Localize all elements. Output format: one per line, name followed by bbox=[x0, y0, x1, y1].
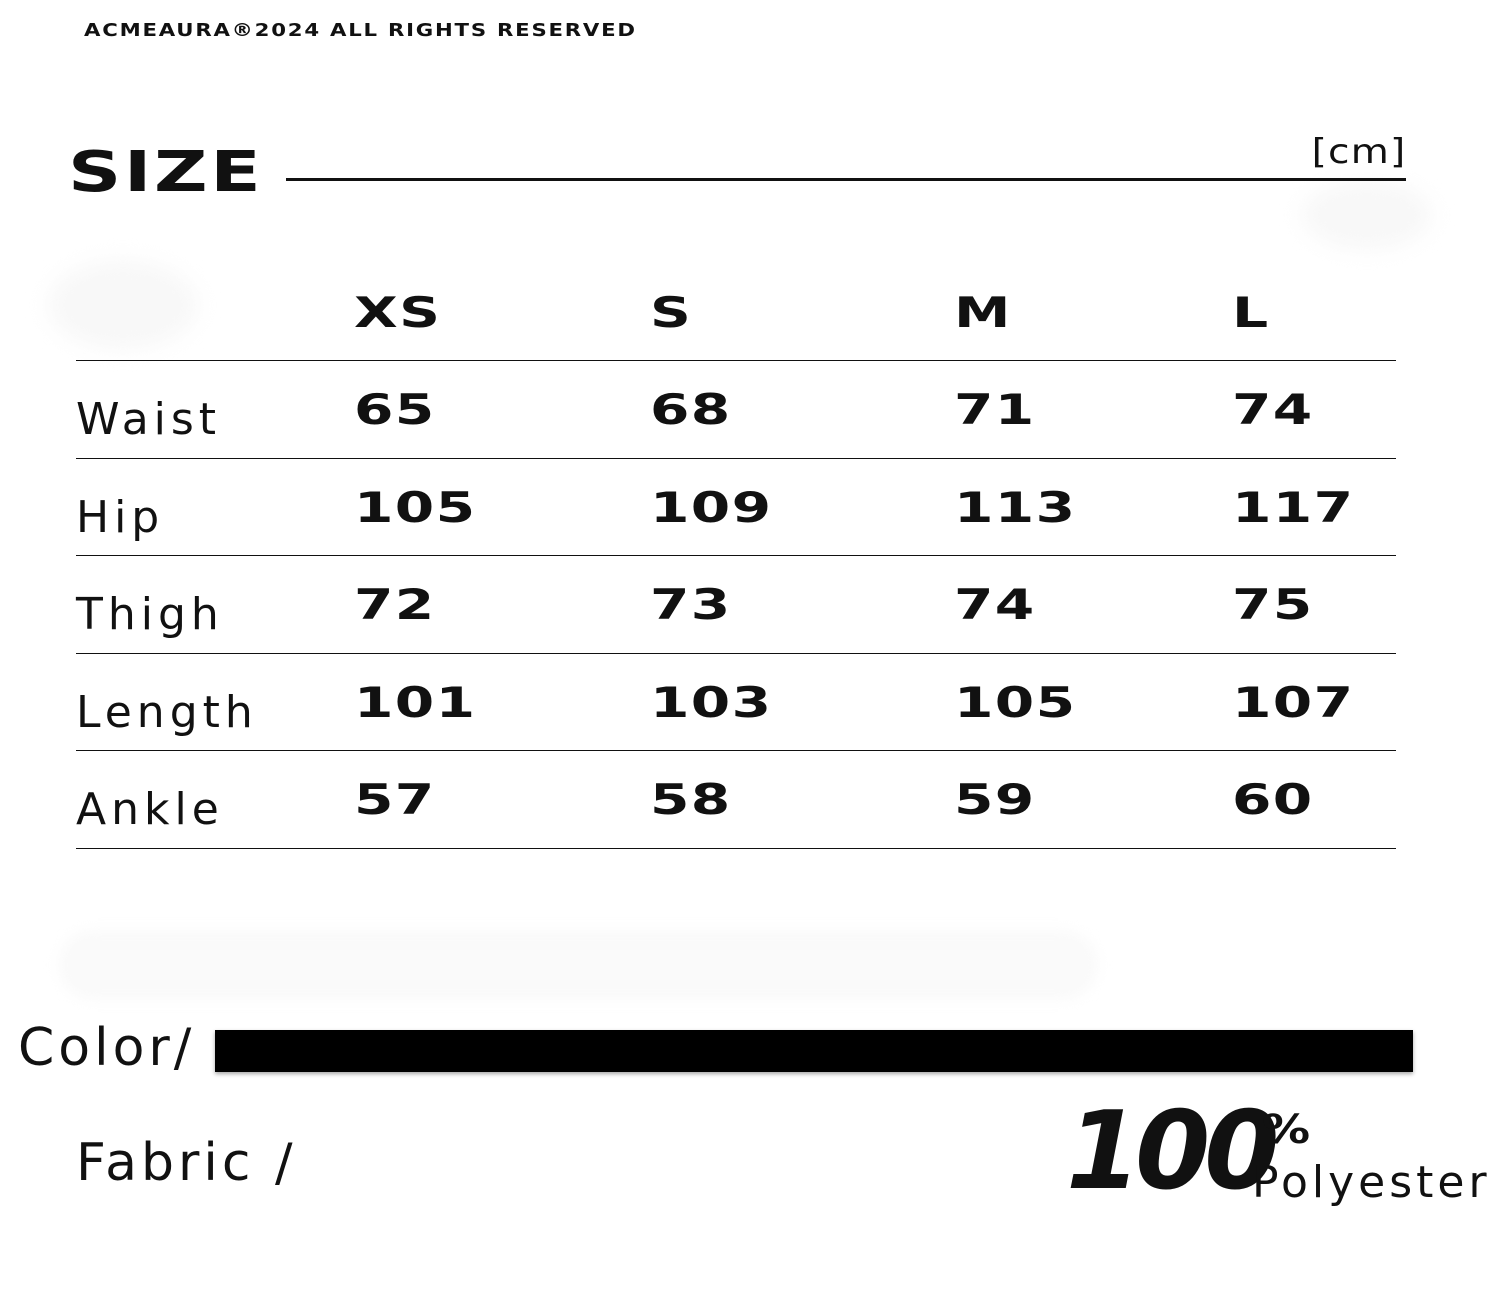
size-header-s: S bbox=[650, 288, 693, 337]
size-header-xs: XS bbox=[354, 288, 442, 337]
size-header-m: M bbox=[954, 288, 1012, 337]
background-band bbox=[58, 930, 1098, 1000]
measurement-label: Length bbox=[76, 686, 258, 738]
color-label: Color/ bbox=[18, 1018, 196, 1078]
table-row-hip bbox=[76, 459, 1396, 557]
measurement-value: 58 bbox=[650, 775, 732, 824]
size-title: SIZE bbox=[68, 140, 264, 205]
measurement-value: 103 bbox=[650, 677, 773, 727]
measurement-value: 117 bbox=[1232, 482, 1355, 532]
color-swatch bbox=[215, 1030, 1413, 1072]
copyright-text: ACMEAURA®2024 ALL RIGHTS RESERVED bbox=[84, 20, 637, 41]
measurement-value: 105 bbox=[354, 482, 477, 532]
unit-label: [cm] bbox=[1311, 132, 1406, 172]
measurement-value: 109 bbox=[650, 482, 773, 532]
table-row-ankle bbox=[76, 751, 1396, 849]
measurement-value: 59 bbox=[954, 775, 1036, 824]
measurement-label: Thigh bbox=[76, 589, 224, 640]
measurement-value: 107 bbox=[1232, 677, 1355, 727]
title-divider bbox=[286, 178, 1406, 181]
measurement-value: 72 bbox=[354, 580, 436, 629]
table-row-waist bbox=[76, 361, 1396, 459]
fabric-material: Polyester bbox=[1252, 1157, 1491, 1208]
measurement-label: Waist bbox=[76, 394, 222, 445]
background-smudge bbox=[1302, 180, 1432, 250]
measurement-value: 65 bbox=[354, 385, 436, 434]
measurement-value: 60 bbox=[1232, 775, 1314, 824]
measurement-label: Hip bbox=[76, 491, 165, 543]
measurement-value: 73 bbox=[650, 580, 732, 629]
size-table bbox=[76, 270, 1396, 849]
measurement-value: 68 bbox=[650, 385, 732, 434]
measurement-value: 71 bbox=[954, 385, 1036, 434]
table-row-thigh bbox=[76, 556, 1396, 654]
fabric-percentage: 100 bbox=[1066, 1089, 1274, 1214]
measurement-value: 57 bbox=[354, 775, 436, 824]
size-header-l: L bbox=[1232, 288, 1270, 337]
measurement-label: Ankle bbox=[76, 784, 224, 835]
measurement-value: 74 bbox=[954, 580, 1036, 629]
measurement-value: 74 bbox=[1232, 385, 1314, 434]
percent-sign: % bbox=[1262, 1107, 1311, 1153]
table-header-row bbox=[76, 270, 1396, 361]
table-row-length bbox=[76, 654, 1396, 752]
fabric-label: Fabric / bbox=[76, 1133, 297, 1193]
measurement-value: 105 bbox=[954, 677, 1077, 727]
measurement-value: 101 bbox=[354, 677, 477, 727]
measurement-value: 113 bbox=[954, 482, 1077, 532]
measurement-value: 75 bbox=[1232, 580, 1314, 629]
